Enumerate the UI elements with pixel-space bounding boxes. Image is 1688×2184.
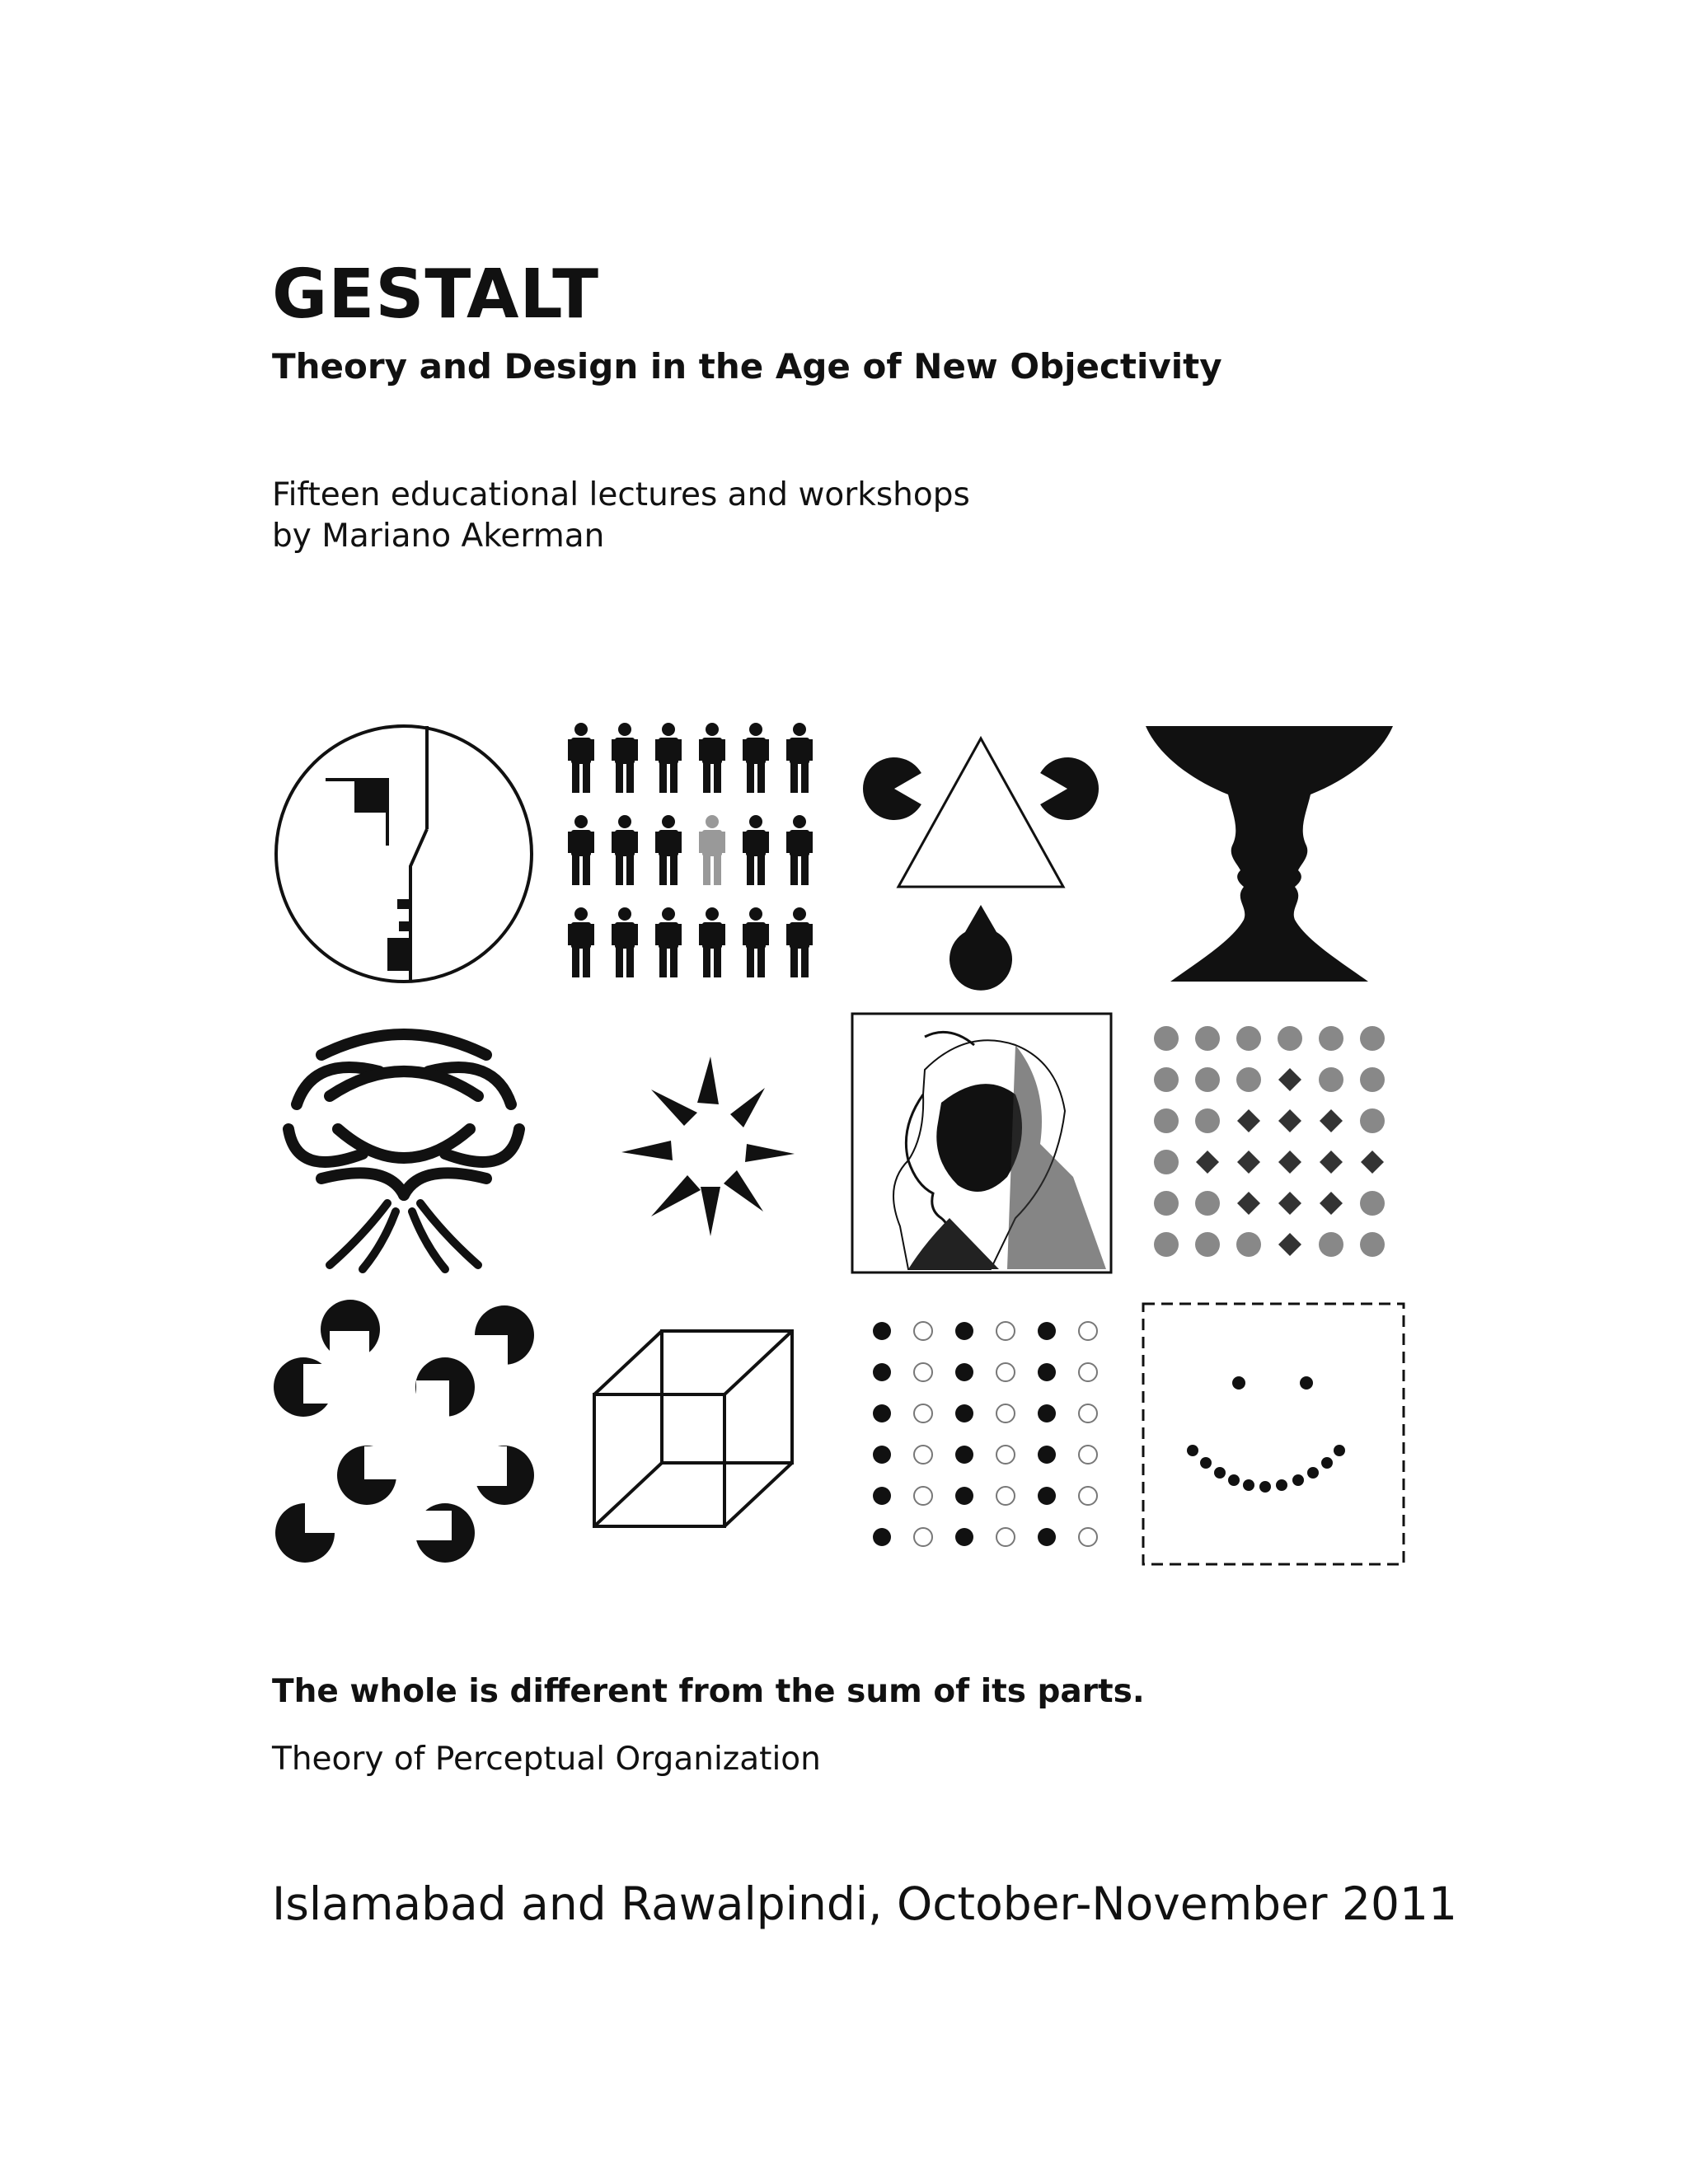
intro-line-1: Fifteen educational lectures and workshops [272, 476, 970, 513]
theory-name: Theory of Perceptual Organization [272, 1741, 821, 1778]
rubin-vase-icon [1142, 722, 1397, 986]
gestalt-quote: The whole is different from the sum of its parts. [272, 1673, 1145, 1710]
dotted-smiley-icon [1142, 1302, 1405, 1566]
dot-columns-icon [865, 1315, 1104, 1554]
page-subtitle: Theory and Design in the Age of New Objectivity [272, 346, 1222, 387]
old-young-woman-icon [851, 1012, 1113, 1274]
place-and-date: Islamabad and Rawalpindi, October-November 2011 [272, 1877, 1458, 1930]
people-grid-icon [560, 722, 816, 986]
illusory-star-icon [618, 1055, 799, 1236]
illusory-squares-icon [272, 1298, 536, 1562]
bauhaus-profile-icon [272, 722, 536, 986]
intro-line-2: by Mariano Akerman [272, 518, 605, 555]
necker-cube-icon [592, 1327, 798, 1533]
diamond-in-circles-icon [1150, 1022, 1389, 1261]
faces-tree-icon [272, 1014, 536, 1277]
kanizsa-triangle-icon [857, 722, 1104, 977]
page-title: GESTALT [272, 255, 600, 334]
